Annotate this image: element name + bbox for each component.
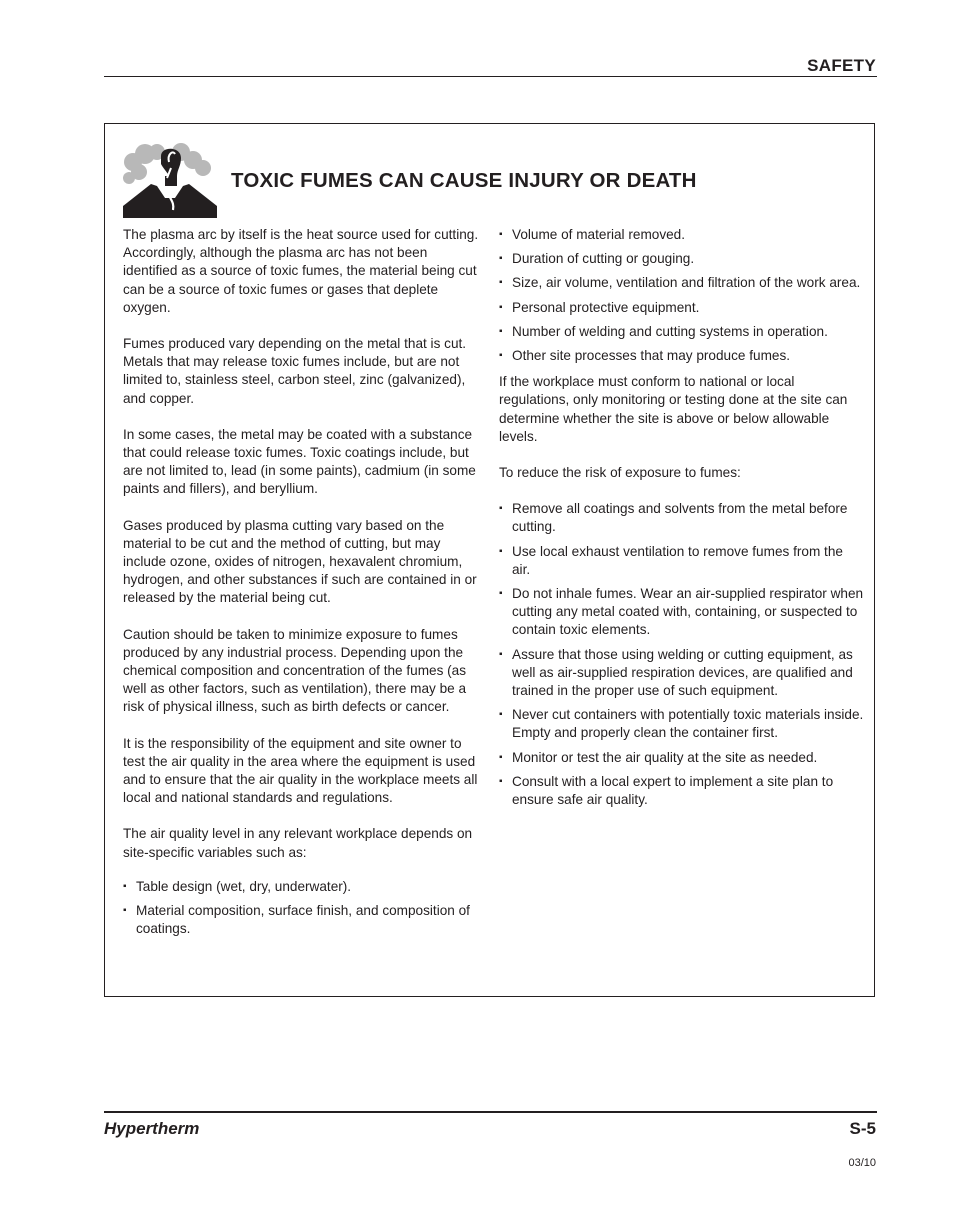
paragraph: Gases produced by plasma cutting vary based on the material to be cut and the method of cutting, but may include ozone, oxides of nitrogen, hexavalent chromium, hydrogen, and other substances if such are contained in or released by the material being cut. (123, 517, 477, 606)
paragraph: In some cases, the metal may be coated with a substance that could release toxic fumes. Toxic coatings include, but are not limited to, lead (in some paints), cadmium (in some paints and fillers), and beryllium. (123, 426, 476, 497)
list-item: ▪ Assure that those using welding or cutting equipment, as well as air-supplied respiration devices, are qualified and trained in the proper use of such equipment. (499, 646, 864, 701)
right-column (499, 226, 864, 817)
paragraph: The plasma arc by itself is the heat source used for cutting. Accordingly, although the plasma arc has not been identified as a source of toxic fumes, the material being cut can be a source of toxic fumes or gases that deplete oxygen. (123, 227, 479, 315)
list-item: ▪ Size, air volume, ventilation and filtration of the work area. (499, 274, 864, 292)
list-item: ▪ Table design (wet, dry, underwater). (123, 878, 483, 896)
list-item: ▪ Material composition, surface finish, and composition of coatings. (123, 902, 483, 938)
footer-rule (104, 1111, 877, 1113)
list-item: ▪ Consult with a local expert to implement a site plan to ensure safe air quality. (499, 773, 864, 809)
list-item: ▪ Duration of cutting or gouging. (499, 250, 864, 268)
paragraph: Fumes produced vary depending on the metal that is cut. Metals that may release toxic fumes include, but are not limited to, stainless steel, carbon steel, zinc (galvanized), and copper. (123, 336, 467, 406)
paragraph: Caution should be taken to minimize exposure to fumes produced by any industrial process. Depending upon the chemical composition and concentration of the fumes (as well as other factors, such as ventilation), there may be a risk of physical illness, such as birth defects or cancer. (123, 626, 467, 715)
bullet-list (499, 500, 864, 809)
list-item: ▪ Never cut containers with potentially toxic materials inside. Empty and properly clean the container first. (499, 706, 864, 742)
warning-box (104, 123, 875, 997)
header-rule (104, 76, 877, 77)
paragraph: To reduce the risk of exposure to fumes: (499, 465, 741, 481)
list-item: ▪ Personal protective equipment. (499, 299, 864, 317)
toxic-fumes-icon (123, 140, 217, 218)
list-item: ▪ Other site processes that may produce fumes. (499, 347, 864, 365)
paragraph: It is the responsibility of the equipment and site owner to test the air quality in the area where the equipment is used and to ensure that the air quality in the workplace meets all local and national standards and regulations. (123, 735, 478, 806)
list-item: ▪ Do not inhale fumes. Wear an air-supplied respirator when cutting any metal coated with, containing, or suspected to contain toxic elements. (499, 585, 864, 640)
revision-date: 03/10 (848, 1157, 876, 1169)
section-title: SAFETY (807, 56, 876, 75)
bullet-list (499, 226, 864, 365)
list-item: ▪ Remove all coatings and solvents from the metal before cutting. (499, 500, 864, 536)
paragraph: If the workplace must conform to national or local regulations, only monitoring or testing done at the site can determine whether the site is above or below allowable levels. (499, 374, 848, 444)
paragraph: The air quality level in any relevant workplace depends on site-specific variables such as: (123, 826, 473, 860)
brand-logo: Hypertherm (104, 1119, 200, 1138)
list-item: ▪ Number of welding and cutting systems in operation. (499, 323, 864, 341)
left-column (123, 226, 483, 947)
page-number: S-5 (849, 1119, 876, 1138)
list-item: ▪ Volume of material removed. (499, 226, 864, 244)
list-item: ▪ Monitor or test the air quality at the site as needed. (499, 749, 864, 767)
warning-title: TOXIC FUMES CAN CAUSE INJURY OR DEATH (231, 169, 697, 192)
bullet-list (123, 878, 483, 939)
list-item: ▪ Use local exhaust ventilation to remove fumes from the air. (499, 543, 864, 579)
